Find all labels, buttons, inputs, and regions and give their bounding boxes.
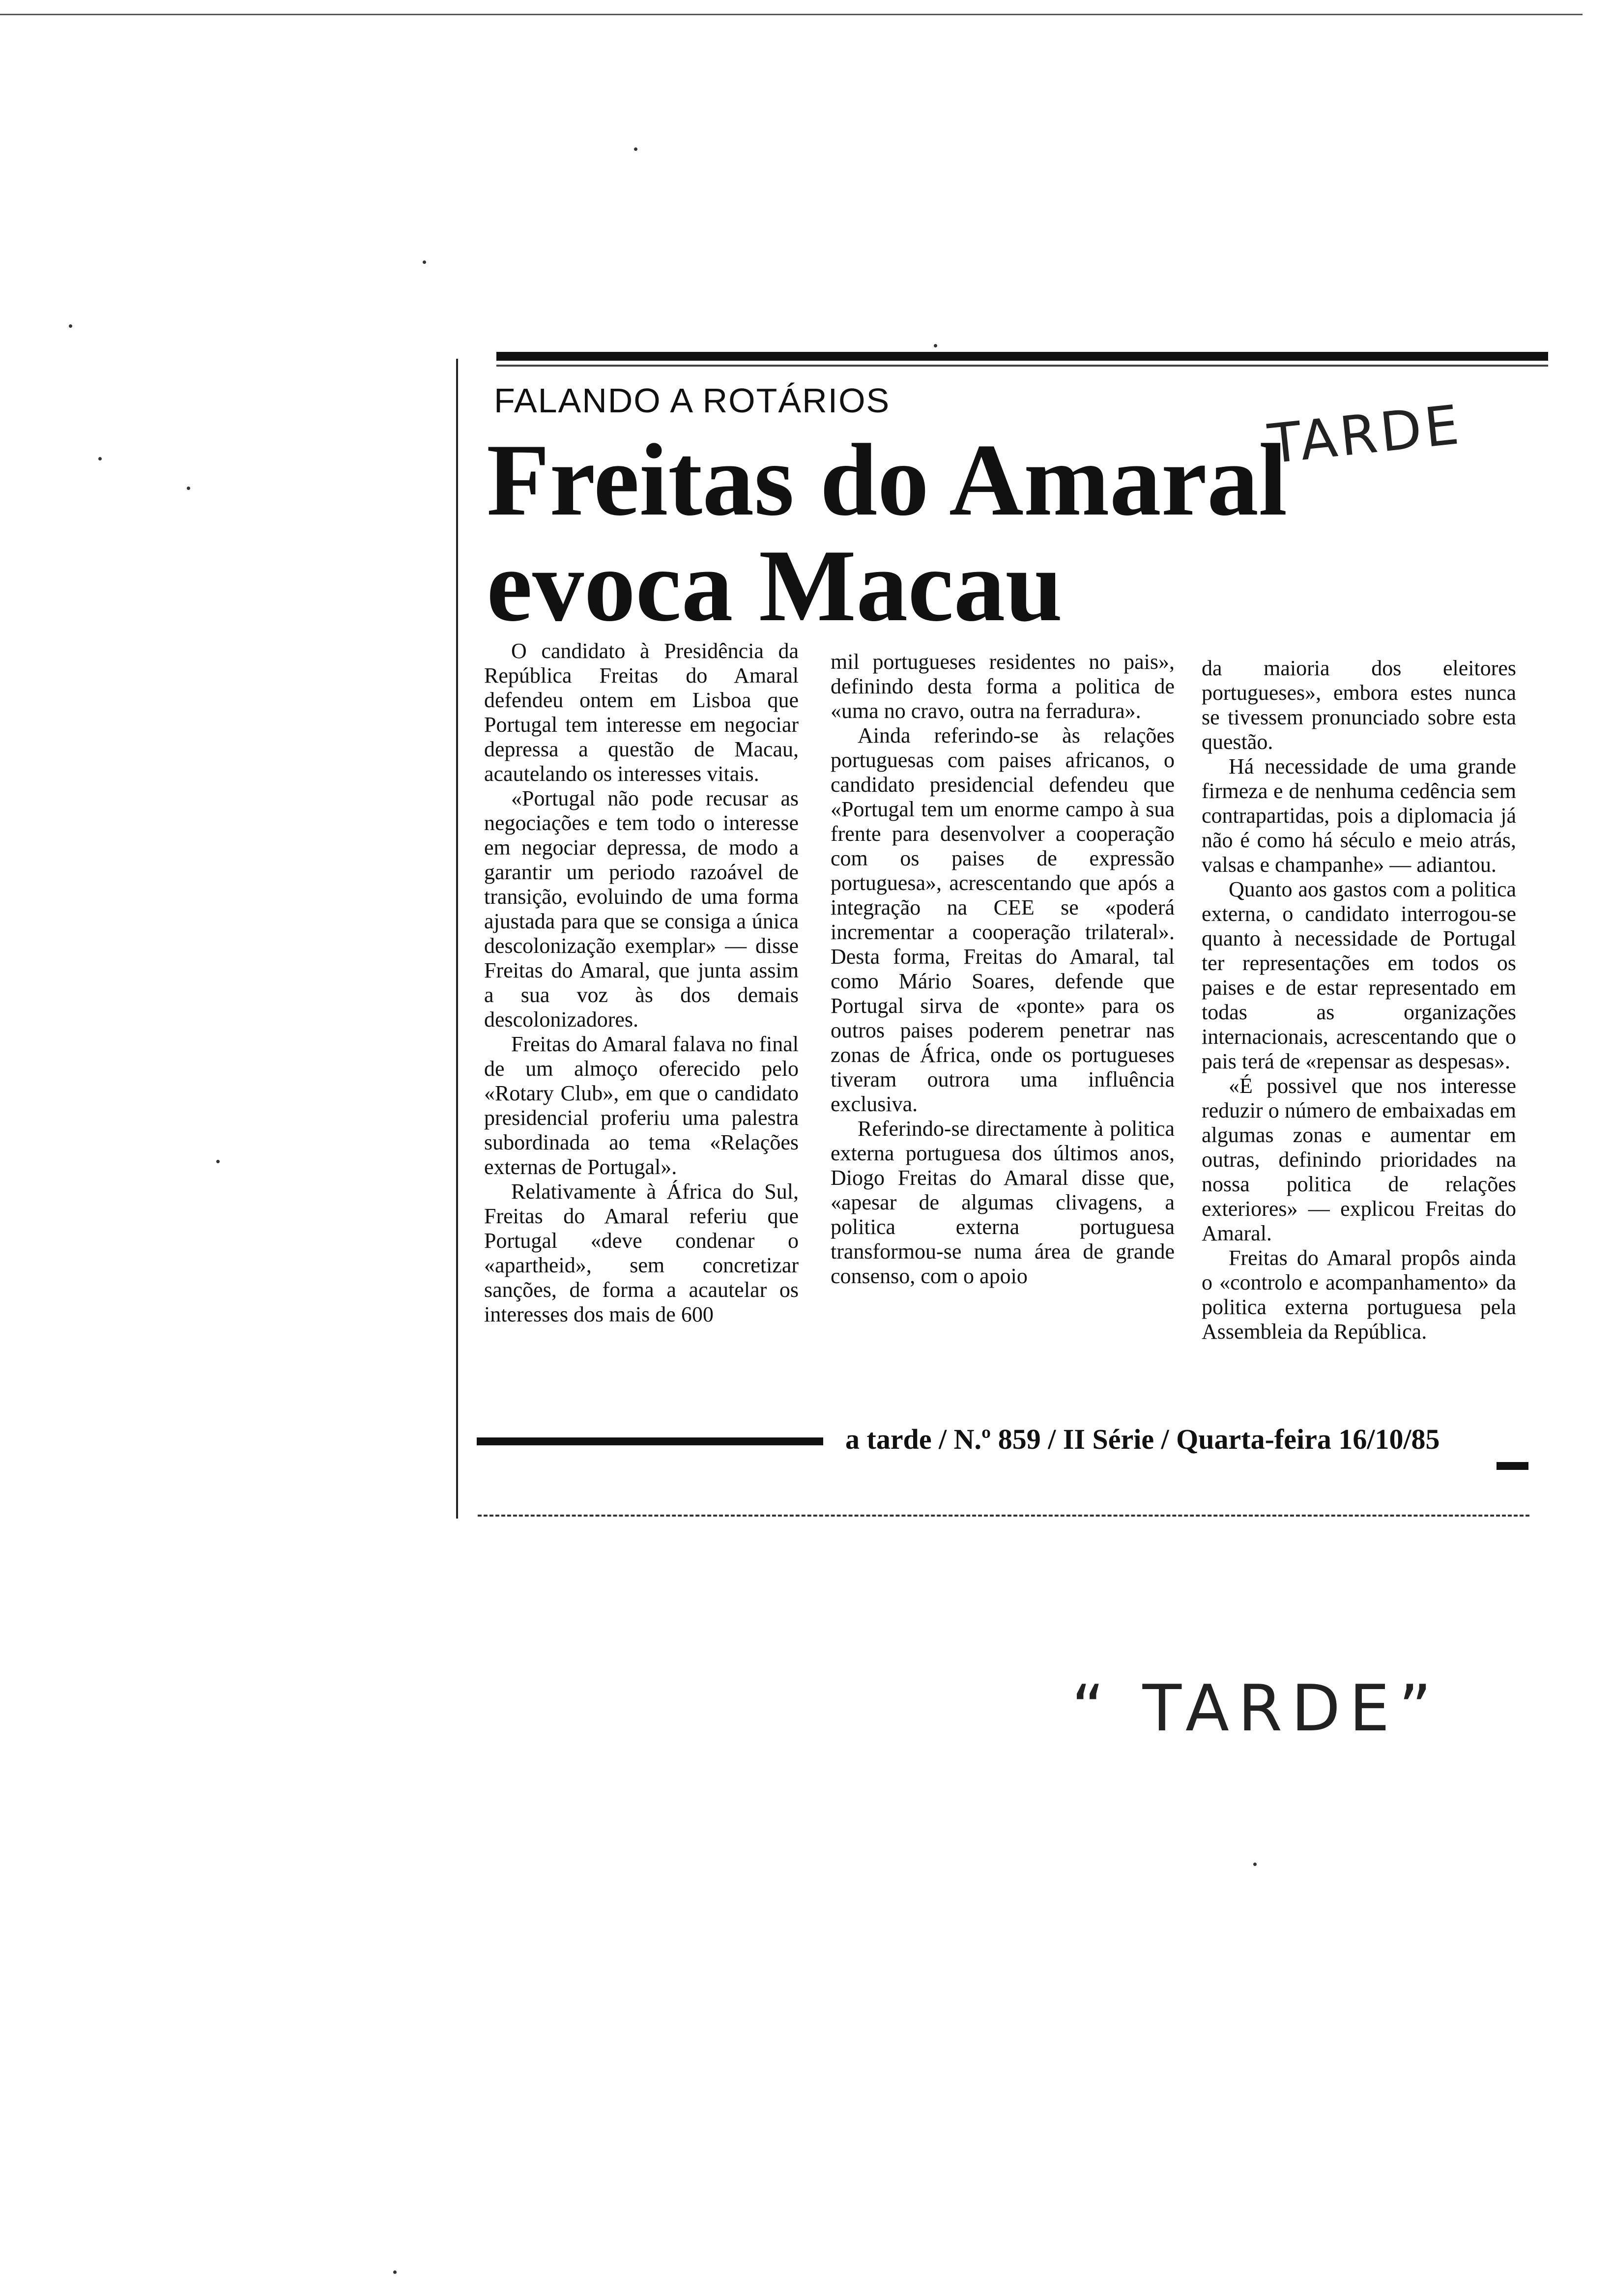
paragraph: da maioria dos eleitores portugueses», embora estes nunca se tivessem pronunciado sobre esta questão. <box>1202 656 1516 754</box>
top-rule-thin <box>496 365 1548 367</box>
scan-speck <box>393 2270 397 2274</box>
article-column-1 <box>484 639 799 1327</box>
clipping-bottom-border <box>478 1515 1529 1517</box>
handwritten-note-top: TARDE <box>1265 393 1465 476</box>
paragraph: «É possivel que nos interesse reduzir o número de embaixadas em algumas zonas e aumentar em outras, definindo prioridades na nossa politica de relações exteriores» — explicou Freitas do Amaral. <box>1202 1074 1516 1245</box>
clipping-left-border <box>456 359 458 1519</box>
article-headline <box>487 423 1288 643</box>
scan-speck <box>1253 1863 1257 1866</box>
page-edge-line <box>0 14 1583 15</box>
paragraph: Ainda referindo-se às relações portuguesas com paises africanos, o candidato presidencial defendeu que «Portugal tem um enorme campo à sua frente para desenvolver a cooperação com os paises de expressão portuguesa», acrescentando que após a integração na CEE se «poderá incrementar a cooperação trilateral». Desta forma, Freitas do Amaral, tal como Mário Soares, defende que Portugal sirva de «ponte» para os outros paises poderem penetrar nas zonas de África, onde os portugueses tiveram outrora uma influência exclusiva. <box>831 723 1175 1116</box>
article-column-3 <box>1202 656 1516 1344</box>
article-kicker: FALANDO A ROTÁRIOS <box>494 381 891 420</box>
headline-line-1: Freitas do Amaral <box>487 423 1288 537</box>
scan-speck <box>69 324 72 328</box>
scan-speck <box>423 260 426 264</box>
paragraph: Freitas do Amaral propôs ainda o «controlo e acompanhamento» da politica externa portuguesa pela Assembleia da República. <box>1202 1246 1516 1344</box>
handwritten-note-bottom: “ TARDE” <box>1071 1671 1440 1746</box>
paragraph: Relativamente à África do Sul, Freitas do Amaral referiu que Portugal «deve condenar o «apartheid», sem concretizar sanções, de forma a acautelar os interesses dos mais de 600 <box>484 1179 799 1326</box>
paragraph: «Portugal não pode recusar as negociações e tem todo o interesse em negociar depressa, de modo a garantir um periodo razoável de transição, evoluindo de uma forma ajustada para que se consiga a única descolonização exemplar» — disse Freitas do Amaral, que junta assim a sua voz às dos demais descolonizadores. <box>484 786 799 1032</box>
paragraph: Freitas do Amaral falava no final de um almoço oferecido pelo «Rotary Club», em que o candidato presidencial proferiu uma palestra subordinada ao tema «Relações externas de Portugal». <box>484 1032 799 1179</box>
scan-speck <box>216 1160 220 1163</box>
paragraph: Quanto aos gastos com a politica externa, o candidato interrogou-se quanto à necessidade de Portugal ter representações em todos os paises e de estar representado em todas as organizações internacionais, acrescentando que o pais terá de «repensar as despesas». <box>1202 877 1516 1073</box>
paragraph: Referindo-se directamente à politica externa portuguesa dos últimos anos, Diogo Freitas do Amaral disse que, «apesar de algumas clivagens, a politica externa portuguesa transformou-se numa área de grande consenso, com o apoio <box>831 1117 1175 1288</box>
article-column-2 <box>831 650 1175 1289</box>
scan-speck <box>187 487 190 490</box>
scan-speck <box>98 457 102 460</box>
paragraph: O candidato à Presidência da República Freitas do Amaral defendeu ontem em Lisboa que Portugal tem interesse em negociar depressa a questão de Macau, acautelando os interesses vitais. <box>484 639 799 786</box>
paragraph: Há necessidade de uma grande firmeza e de nenhuma cedência sem contrapartidas, pois a diplomacia já não é como há século e meio atrás, valsas e champanhe» — adiantou. <box>1202 754 1516 877</box>
headline-line-2: evoca Macau <box>487 529 1063 643</box>
paragraph: mil portugueses residentes no pais», definindo desta forma a politica de «uma no cravo, outra na ferradura». <box>831 650 1175 723</box>
footer-rule-right <box>1497 1462 1528 1470</box>
top-rule <box>496 352 1548 361</box>
scan-speck <box>634 147 637 151</box>
footer-rule-left <box>477 1437 823 1445</box>
scan-speck <box>934 344 937 347</box>
article-footer-citation: a tarde / N.º 859 / II Série / Quarta-feira 16/10/85 <box>845 1423 1440 1455</box>
